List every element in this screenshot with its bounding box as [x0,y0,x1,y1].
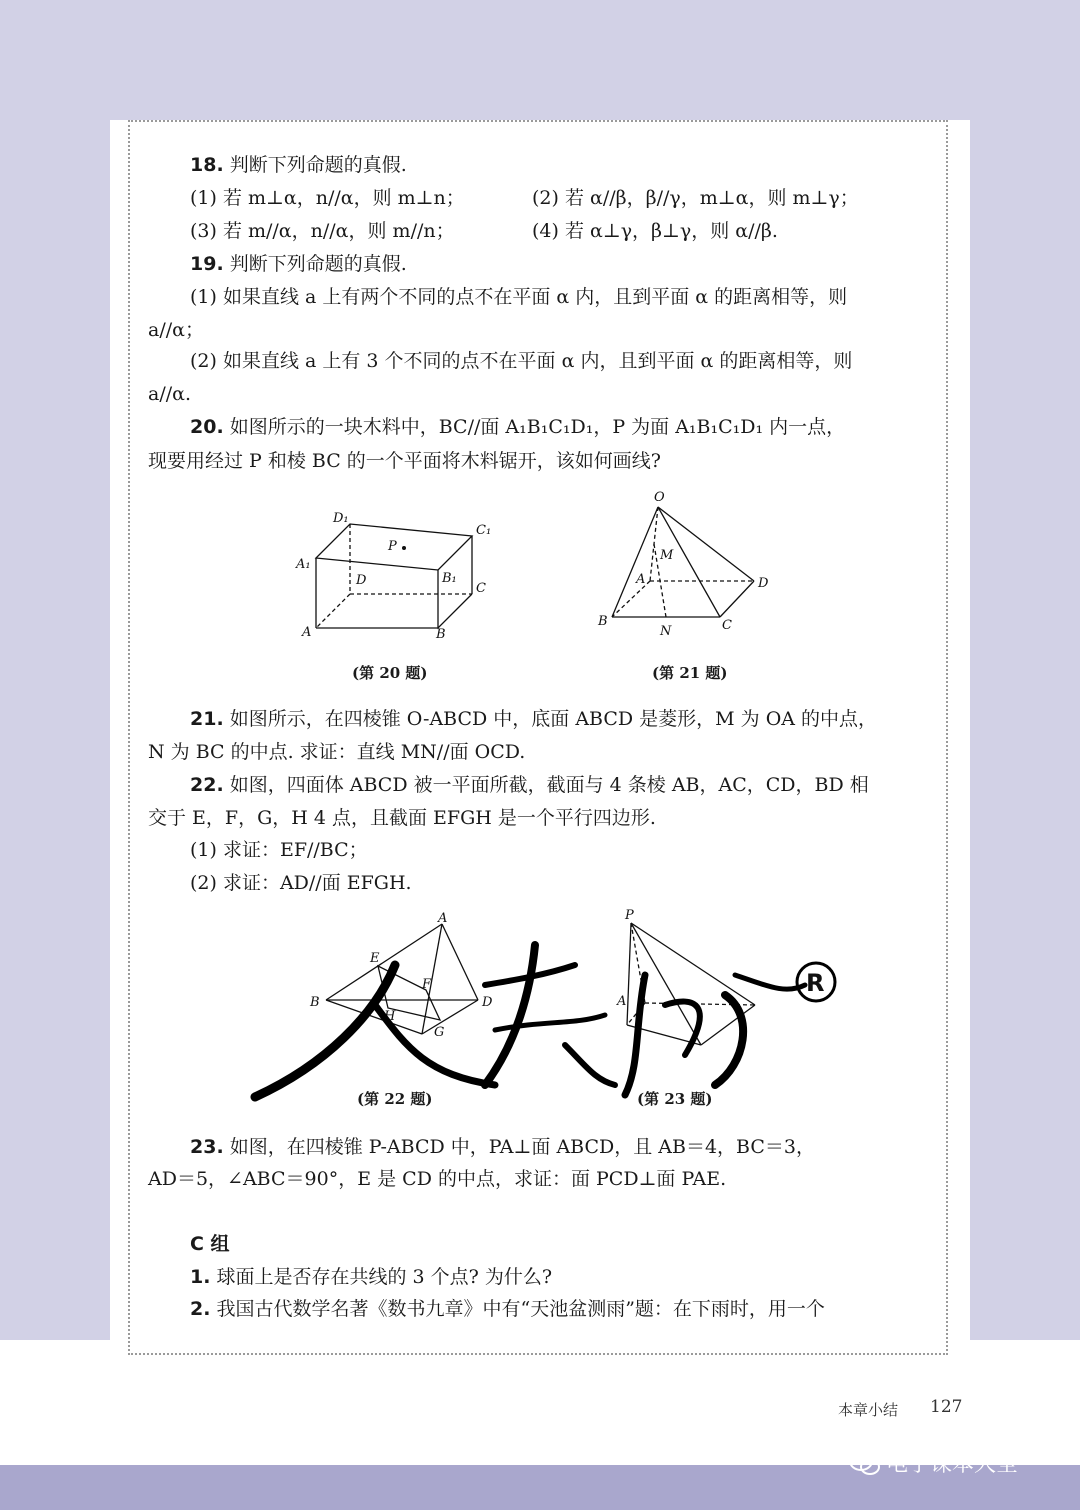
publisher-watermark-logo [245,935,845,1110]
q23-line-2: AD＝5，∠ABC＝90°，E 是 CD 的中点，求证：面 PCD⊥面 PAE. [148,1168,727,1190]
group-c-heading: C 组 [190,1233,230,1255]
logo-stroke-9 [715,995,743,1085]
fig22-label-f: F [422,977,432,992]
fig23-label-p: P [625,908,634,923]
background-band-right [970,0,1080,1340]
logo-stroke-10 [735,975,805,989]
q22-text-1: 如图，四面体 ABCD 被一平面所截，截面与 4 条棱 AB，AC，CD，BD 相 [229,774,869,796]
group-c-q2-text: 我国古代数学名著《数书九章》中有“天池盆测雨”题：在下雨时，用一个 [216,1298,825,1320]
fig20-label-d: D [356,573,367,588]
fig20-label-b: B [436,627,446,642]
fig21-label-b: B [598,614,608,629]
fig20-label-c: C [476,581,486,596]
background-band-top [0,0,1080,120]
q18-item-4: (4) 若 α⊥γ，β⊥γ，则 α//β. [532,220,778,242]
fig21-edge-ob [612,507,658,617]
q21-line-2: N 为 BC 的中点. 求证：直线 MN//面 OCD. [148,741,526,763]
fig20-label-a1: A₁ [296,557,311,572]
q18-item-1: (1) 若 m⊥α，n//α，则 m⊥n； [190,187,465,209]
bottom-watermark-text: 电子课本大全 [886,1452,1019,1477]
q21-text-1: 如图所示，在四棱锥 O-ABCD 中，底面 ABCD 是菱形，M 为 OA 的中点， [229,708,878,730]
q22-item-2: (2) 求证：AD//面 EFGH. [190,872,412,894]
q19-title [190,251,407,277]
q21-line-1 [190,706,877,732]
q23-line-1 [190,1134,815,1160]
fig21-label-d: D [758,576,769,591]
fig20-point-p [402,546,406,550]
q18-number: 18. [190,154,224,176]
logo-stroke-1 [255,965,395,1097]
logo-stroke-7 [625,975,645,1095]
fig20-label-d1: D₁ [333,511,349,526]
fig21-caption: (第 21 题) [652,664,728,682]
fig23-label-a: A [617,994,627,1009]
registered-mark-r: R [806,969,825,997]
q20-text-1: 如图所示的一块木料中，BC//面 A₁B₁C₁D₁，P 为面 A₁B₁C₁D₁ 内一点， [229,416,846,438]
q18-item-2: (2) 若 α//β，β//γ，m⊥α，则 m⊥γ； [532,187,859,209]
q19-title-text: 判断下列命题的真假. [229,253,407,275]
fig20-caption: (第 20 题) [352,664,428,682]
fig21-edge-cd [720,581,754,617]
fig21-label-a: A [636,572,646,587]
logo-stroke-8 [665,1002,700,1055]
fig22-label-b: B [310,995,320,1010]
footer-page-number: 127 [930,1397,963,1417]
chat-bubble-icon [848,1448,882,1478]
fig20-bottom-edges [316,594,472,628]
logo-stroke-2 [375,1005,495,1085]
fig20-label-p: P [388,539,397,554]
fig21-label-n: N [660,624,672,639]
fig20-label-a: A [302,625,312,640]
fig23-caption: (第 23 题) [637,1090,713,1108]
q19-item-1-line-2: a//α； [148,319,204,341]
q22-number: 22. [190,774,224,796]
q19-item-2-line-2: a//α. [148,383,192,405]
logo-stroke-4 [485,945,535,1085]
group-c-q1-text: 球面上是否存在共线的 3 个点? 为什么? [216,1266,553,1288]
q21-number: 21. [190,708,224,730]
fig22-label-a: A [438,912,448,926]
group-c-q2 [190,1296,825,1322]
group-c-q2-number: 2. [190,1298,211,1320]
fig22-label-g: G [434,1025,445,1040]
fig20-label-b1: B₁ [442,571,457,586]
q22-line-2: 交于 E，F，G，H 4 点，且截面 EFGH 是一个平行四边形. [148,807,656,829]
group-c-q1-number: 1. [190,1266,211,1288]
q19-number: 19. [190,253,224,275]
fig21-label-c: C [722,618,732,633]
fig20-label-c1: C₁ [476,523,492,538]
q19-item-2-line-1: (2) 如果直线 a 上有 3 个不同的点不在平面 α 内，且到平面 α 的距离相等，则 [190,350,853,372]
fig20-edge-da-hidden [316,594,350,628]
figure-20-cuboid [290,500,510,650]
fig22-label-e: E [370,951,380,966]
group-c-q1 [190,1264,552,1290]
fig21-edge-od [658,507,754,581]
q18-title [190,152,407,178]
fig21-label-m: M [660,548,674,563]
q20-line-1 [190,414,845,440]
q20-number: 20. [190,416,224,438]
q23-text-1: 如图，在四棱锥 P-ABCD 中，PA⊥面 ABCD，且 AB＝4，BC＝3， [229,1136,815,1158]
fig21-label-o: O [654,490,665,505]
q18-item-3: (3) 若 m//α，n//α，则 m//n； [190,220,455,242]
q23-number: 23. [190,1136,224,1158]
logo-stroke-5 [495,1015,605,1030]
footer-section-label: 本章小结 [838,1401,899,1419]
q18-title-text: 判断下列命题的真假. [229,154,407,176]
fig22-label-d: D [482,995,493,1010]
fig22-caption: (第 22 题) [357,1090,433,1108]
logo-stroke-6 [565,1045,615,1085]
background-band-left [0,0,110,1340]
fig22-label-h: H [384,1009,396,1024]
q20-line-2: 现要用经过 P 和棱 BC 的一个平面将木料锯开，该如何画线? [148,450,661,472]
q19-item-1-line-1: (1) 如果直线 a 上有两个不同的点不在平面 α 内，且到平面 α 的距离相等，则 [190,286,848,308]
q22-line-1 [190,772,869,798]
q22-item-1: (1) 求证：EF//BC； [190,839,368,861]
figure-21-pyramid [592,485,782,645]
